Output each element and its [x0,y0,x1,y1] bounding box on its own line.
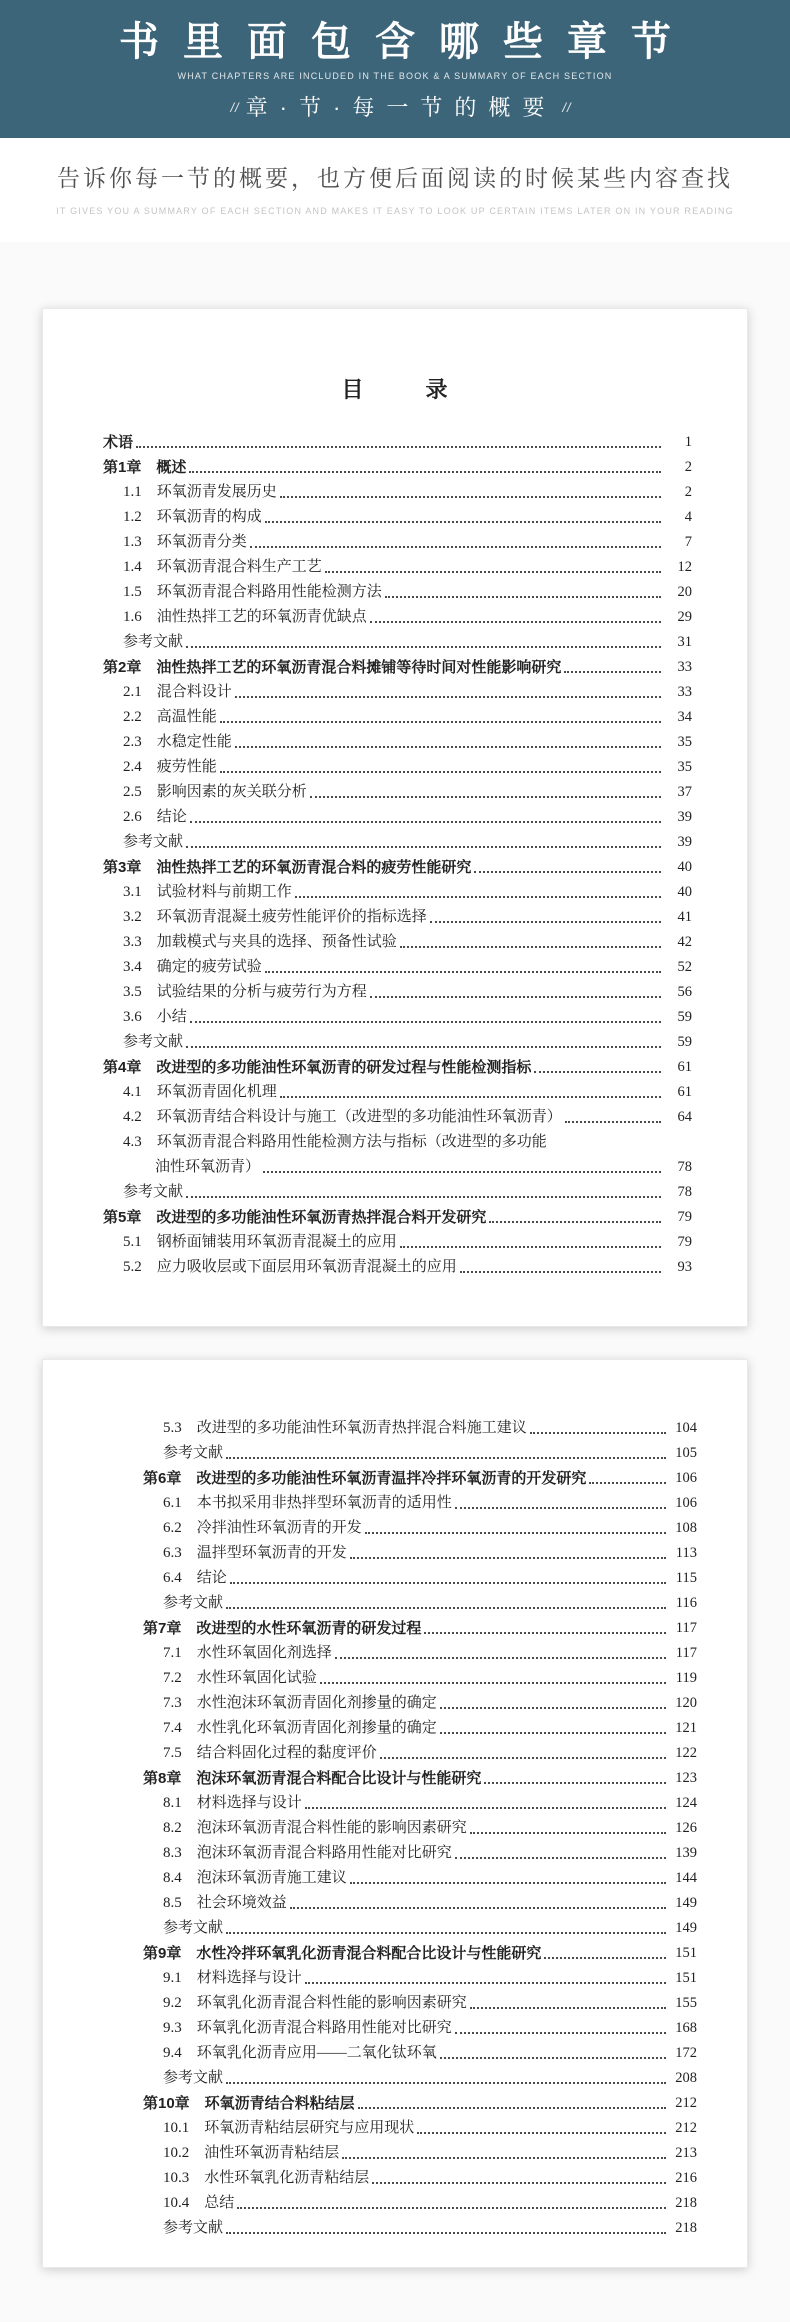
toc-entry [103,805,692,830]
toc-entry [103,430,692,455]
toc-entry [103,1230,692,1255]
scanned-pages-area [0,242,790,2268]
toc-entry-label: 7.3 水性泡沫环氧沥青固化剂掺量的确定 [163,1695,437,1711]
toc-entry-label: 1.3 环氧沥青分类 [123,534,247,550]
toc-entry-page-number: 116 [675,1595,697,1611]
toc-entry-page-number: 218 [675,2195,697,2211]
toc-entry [143,2191,697,2216]
toc-entry [103,880,692,905]
toc-entry [143,1891,697,1916]
toc-entry-page-number: 115 [675,1570,697,1586]
toc-entry-label: 第1章 概述 [103,459,187,476]
toc-entry [143,1791,697,1816]
toc-entry [143,1491,697,1516]
toc-entry [143,1516,697,1541]
toc-entry [143,1841,697,1866]
toc-entry [143,1441,697,1466]
toc-entry-label: 参考文献 [163,1920,224,1936]
toc-entry-page-number: 151 [675,1945,697,1961]
banner-subtitle-cn [0,91,790,122]
toc-entry [143,1591,697,1616]
toc-entry-label: 2.1 混合料设计 [123,684,232,700]
toc-entry-label: 2.6 结论 [123,809,187,825]
intro-strip [0,138,790,242]
toc-entry [103,705,692,730]
toc-entry [143,2066,697,2091]
toc-entry-page-number: 105 [675,1445,697,1461]
toc-entry [103,680,692,705]
toc-entry-page-number: 117 [675,1645,697,1661]
toc-entry [103,1080,692,1105]
toc-entry-page-number: 39 [677,809,692,825]
toc-entry-label: 参考文献 [163,1445,224,1461]
toc-entry-page-number: 151 [675,1970,697,1986]
toc-entry-label: 参考文献 [123,834,184,850]
toc-entry [103,855,692,880]
toc-entry-page-number: 123 [675,1770,697,1786]
toc-entry [143,1666,697,1691]
toc-entry-page-number: 79 [677,1209,692,1225]
toc-entry-page-number: 33 [677,684,692,700]
toc-entry-label: 3.3 加载模式与夹具的选择、预备性试验 [123,934,397,950]
slash-decor-right-icon: // [562,100,572,115]
toc-entry [143,1691,697,1716]
banner-subtitle-cn-text: 章·节·每一节的概要 [245,95,557,120]
toc-entry-label: 3.6 小结 [123,1009,187,1025]
toc-entry-label: 参考文献 [163,1595,224,1611]
toc-entry-label: 2.3 水稳定性能 [123,734,232,750]
toc-entry-label: 8.5 社会环境效益 [163,1895,287,1911]
toc-entry [103,655,692,680]
toc-page-1 [42,308,748,1327]
toc-entry-label: 8.1 材料选择与设计 [163,1795,302,1811]
toc-entry-page-number: 218 [675,2220,697,2236]
toc-entry-label: 7.5 结合料固化过程的黏度评价 [163,1745,377,1761]
toc-entry [103,1005,692,1030]
toc-entry-label: 参考文献 [123,634,184,650]
toc-entry-label: 5.1 钢桥面铺装用环氧沥青混凝土的应用 [123,1234,397,1250]
toc-entry [103,830,692,855]
toc-entry [103,980,692,1005]
toc-entry [103,905,692,930]
toc-entry-page-number: 39 [677,834,692,850]
toc-entry-label: 7.4 水性乳化环氧沥青固化剂掺量的确定 [163,1720,437,1736]
toc-entry [103,1130,692,1155]
toc-entry-label: 第10章 环氧沥青结合料粘结层 [143,2095,355,2112]
intro-text-en: IT GIVES YOU A SUMMARY OF EACH SECTION AND MAKES IT EASY TO LOOK UP CERTAIN ITEMS LATER ON IN YOUR READING [56,206,734,216]
toc-entry [143,1641,697,1666]
toc-entry [143,1466,697,1491]
toc-entry-page-number: 37 [677,784,692,800]
toc-entry-page-number: 40 [677,884,692,900]
toc-entry [143,1566,697,1591]
toc-entry [143,1541,697,1566]
toc-entry-label: 3.1 试验材料与前期工作 [123,884,292,900]
toc-entry-page-number: 212 [675,2095,697,2111]
toc-entry-label: 1.5 环氧沥青混合料路用性能检测方法 [123,584,382,600]
toc-entry [143,1766,697,1791]
toc-entry-page-number: 41 [677,909,692,925]
toc-entry [103,955,692,980]
toc-entry-label: 1.4 环氧沥青混合料生产工艺 [123,559,322,575]
toc-entry-page-number: 56 [677,984,692,1000]
toc-title: 目 录 [341,377,454,402]
toc-entry-page-number: 2 [684,484,692,500]
toc-entry [103,530,692,555]
toc-entry-label: 7.1 水性环氧固化剂选择 [163,1645,332,1661]
toc-entry-page-number: 2 [684,459,692,475]
toc-entry [103,1255,692,1280]
toc-entry-page-number: 144 [675,1870,697,1886]
toc-entry-label: 8.2 泡沫环氧沥青混合料性能的影响因素研究 [163,1820,467,1836]
toc-list-page-1 [103,430,692,1280]
toc-entry-page-number: 208 [675,2070,697,2086]
toc-entry-page-number: 29 [677,609,692,625]
toc-entry-label: 1.6 油性热拌工艺的环氧沥青优缺点 [123,609,367,625]
toc-entry-label: 9.3 环氧乳化沥青混合料路用性能对比研究 [163,2020,452,2036]
toc-entry [143,2116,697,2141]
toc-entry [143,1616,697,1641]
toc-entry-label: 4.3 环氧沥青混合料路用性能检测方法与指标（改进型的多功能 [123,1134,547,1150]
toc-entry [143,2016,697,2041]
toc-entry-page-number: 216 [675,2170,697,2186]
toc-entry-page-number: 149 [675,1895,697,1911]
toc-entry-label: 第2章 油性热拌工艺的环氧沥青混合料摊铺等待时间对性能影响研究 [103,659,562,676]
toc-entry-label: 9.1 材料选择与设计 [163,1970,302,1986]
toc-entry-page-number: 121 [675,1720,697,1736]
toc-entry [103,1030,692,1055]
toc-entry-label: 4.2 环氧沥青结合料设计与施工（改进型的多功能油性环氧沥青） [123,1109,562,1125]
toc-entry [143,2141,697,2166]
toc-entry-label: 10.4 总结 [163,2195,235,2211]
toc-entry-label: 8.4 泡沫环氧沥青施工建议 [163,1870,347,1886]
toc-entry-page-number: 59 [677,1034,692,1050]
toc-entry-page-number: 117 [675,1620,697,1636]
toc-entry-label: 参考文献 [163,2070,224,2086]
toc-entry [103,1155,692,1180]
toc-entry-label: 参考文献 [163,2220,224,2236]
toc-entry-label: 第4章 改进型的多功能油性环氧沥青的研发过程与性能检测指标 [103,1059,532,1076]
toc-entry-page-number: 61 [677,1084,692,1100]
toc-entry-page-number: 93 [677,1259,692,1275]
toc-entry-label: 参考文献 [123,1184,184,1200]
toc-entry-label: 第8章 泡沫环氧沥青混合料配合比设计与性能研究 [143,1770,482,1787]
toc-entry-page-number: 42 [677,934,692,950]
toc-page-2 [42,1359,748,2268]
toc-entry [143,1416,697,1441]
intro-text-cn: 告诉你每一节的概要，也方便后面阅读的时候某些内容查找 [57,165,733,191]
toc-entry-label: 2.4 疲劳性能 [123,759,217,775]
toc-entry-page-number: 126 [675,1820,697,1836]
toc-entry [143,1991,697,2016]
toc-entry-page-number: 78 [677,1184,692,1200]
toc-entry-page-number: 7 [684,534,692,550]
toc-entry-page-number: 113 [675,1545,697,1561]
toc-entry-label: 6.2 冷拌油性环氧沥青的开发 [163,1520,362,1536]
toc-entry-page-number: 78 [677,1159,692,1175]
toc-entry [143,1916,697,1941]
toc-entry [103,1105,692,1130]
toc-entry-page-number: 212 [675,2120,697,2136]
toc-entry-label: 8.3 泡沫环氧沥青混合料路用性能对比研究 [163,1845,452,1861]
toc-entry [103,580,692,605]
toc-entry-page-number: 149 [675,1920,697,1936]
toc-entry-label: 10.2 油性环氧沥青粘结层 [163,2145,340,2161]
toc-entry [143,1741,697,1766]
toc-entry-page-number: 12 [677,559,692,575]
toc-entry-label: 3.4 确定的疲劳试验 [123,959,262,975]
toc-entry-page-number: 1 [684,434,692,450]
toc-entry-label: 1.1 环氧沥青发展历史 [123,484,277,500]
toc-entry-label: 油性环氧沥青） [155,1159,261,1175]
toc-entry [143,1816,697,1841]
toc-entry-label: 5.3 改进型的多功能油性环氧沥青热拌混合料施工建议 [163,1420,527,1436]
toc-entry-label: 4.1 环氧沥青固化机理 [123,1084,277,1100]
toc-entry [103,555,692,580]
toc-entry-page-number: 119 [675,1670,697,1686]
toc-entry-page-number: 35 [677,759,692,775]
toc-entry [143,1866,697,1891]
toc-entry-label: 10.1 环氧沥青粘结层研究与应用现状 [163,2120,415,2136]
toc-entry-page-number: 40 [677,859,692,875]
toc-entry-page-number: 155 [675,1995,697,2011]
toc-entry [103,505,692,530]
toc-entry [103,480,692,505]
toc-entry-page-number: 168 [675,2020,697,2036]
toc-entry [103,730,692,755]
toc-entry-page-number: 79 [677,1234,692,1250]
toc-entry-page-number: 4 [684,509,692,525]
toc-entry-page-number: 124 [675,1795,697,1811]
toc-entry-label: 第9章 水性冷拌环氧乳化沥青混合料配合比设计与性能研究 [143,1945,542,1962]
toc-entry-label: 7.2 水性环氧固化试验 [163,1670,317,1686]
toc-entry-page-number: 120 [675,1695,697,1711]
toc-entry [103,930,692,955]
toc-entry [103,1205,692,1230]
toc-entry-label: 第7章 改进型的水性环氧沥青的研发过程 [143,1620,422,1637]
toc-entry-label: 6.4 结论 [163,1570,227,1586]
toc-entry-label: 6.1 本书拟采用非热拌型环氧沥青的适用性 [163,1495,452,1511]
toc-entry-label: 9.2 环氧乳化沥青混合料性能的影响因素研究 [163,1995,467,2011]
toc-entry [103,630,692,655]
toc-entry-page-number: 61 [677,1059,692,1075]
toc-entry [103,1055,692,1080]
toc-entry-label: 1.2 环氧沥青的构成 [123,509,262,525]
banner [0,0,790,138]
toc-entry-page-number: 20 [677,584,692,600]
toc-entry-page-number: 106 [675,1470,697,1486]
toc-entry-page-number: 172 [675,2045,697,2061]
toc-entry-label: 3.2 环氧沥青混凝土疲劳性能评价的指标选择 [123,909,427,925]
toc-entry-page-number: 213 [675,2145,697,2161]
toc-entry-label: 6.3 温拌型环氧沥青的开发 [163,1545,347,1561]
toc-entry-label: 第6章 改进型的多功能油性环氧沥青温拌冷拌环氧沥青的开发研究 [143,1470,587,1487]
toc-entry-label: 3.5 试验结果的分析与疲劳行为方程 [123,984,367,1000]
toc-entry-page-number: 64 [677,1109,692,1125]
toc-entry-page-number: 31 [677,634,692,650]
banner-title: 书里面包含哪些章节 [119,20,695,64]
toc-entry [143,1941,697,1966]
toc-entry-page-number: 33 [677,659,692,675]
toc-list-page-2 [143,1416,697,2241]
toc-entry [103,780,692,805]
toc-entry [103,755,692,780]
toc-entry-label: 术语 [103,434,134,451]
toc-entry-label: 10.3 水性环氧乳化沥青粘结层 [163,2170,370,2186]
toc-entry-page-number: 139 [675,1845,697,1861]
toc-entry [143,1966,697,1991]
toc-entry [143,2041,697,2066]
toc-entry-page-number: 122 [675,1745,697,1761]
toc-entry-page-number: 108 [675,1520,697,1536]
toc-entry [143,1716,697,1741]
banner-subtitle-en: WHAT CHAPTERS ARE INCLUDED IN THE BOOK & A SUMMARY OF EACH SECTION [177,71,613,81]
toc-entry-page-number: 52 [677,959,692,975]
toc-entry-page-number: 34 [677,709,692,725]
toc-entry-label: 第3章 油性热拌工艺的环氧沥青混合料的疲劳性能研究 [103,859,472,876]
toc-entry-label: 参考文献 [123,1034,184,1050]
toc-entry [143,2166,697,2191]
toc-entry-label: 第5章 改进型的多功能油性环氧沥青热拌混合料开发研究 [103,1209,487,1226]
toc-entry-page-number: 104 [675,1420,697,1436]
toc-entry [143,2216,697,2241]
toc-entry [143,2091,697,2116]
toc-entry [103,605,692,630]
toc-entry-page-number: 106 [675,1495,697,1511]
toc-entry-page-number: 35 [677,734,692,750]
toc-entry-page-number: 59 [677,1009,692,1025]
slash-decor-left-icon: // [230,100,240,115]
toc-entry [103,1180,692,1205]
toc-entry-label: 9.4 环氧乳化沥青应用——二氧化钛环氧 [163,2045,437,2061]
toc-entry [103,455,692,480]
toc-entry-label: 5.2 应力吸收层或下面层用环氧沥青混凝土的应用 [123,1259,457,1275]
toc-entry-label: 2.2 高温性能 [123,709,217,725]
toc-entry-label: 2.5 影响因素的灰关联分析 [123,784,307,800]
